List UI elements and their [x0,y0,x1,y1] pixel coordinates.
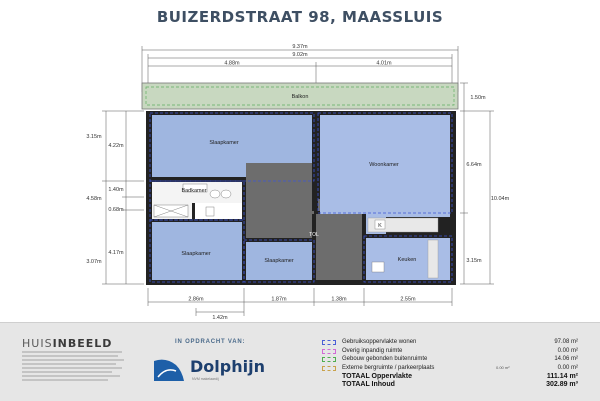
legend-row [318,365,582,374]
floor-plan-drawing [0,32,600,322]
legend-label: Overig inpandig ruimte [342,347,403,354]
room-storage [314,214,362,280]
dim-right-total: 10.04m [490,196,510,202]
dim-left-mid-b: 0.68m [108,207,124,213]
dim-top-total: 9.37m [292,44,308,50]
legend-swatch [322,357,336,362]
legend-value: 0.00 m² [557,364,578,371]
right-dimensions [460,83,494,284]
room-label-kitchen: Keuken [397,257,417,263]
dim-top-left: 4.88m [224,60,240,67]
logo-sub: NVM makelaardij [192,377,219,381]
legend-label: Gebruiksoppervlakte wonen [342,339,417,345]
dim-left-outer-top: 3.15m [86,134,102,140]
dim-left-mid-a: 1.40m [108,187,124,193]
dim-right-living: 6.64m [466,162,482,168]
dim-left-total: 4.58m [86,196,102,202]
room-label-bathroom: Badkamer [181,188,207,194]
room-label-bedroom-bottom: Slaapkamer [181,251,211,257]
total-row [318,373,582,381]
kitchen-counter-side [428,240,438,278]
logo-word: Dolphijn [190,357,265,376]
total-row [318,381,582,389]
room-hall [246,163,314,239]
floor-plan [0,32,600,322]
dim-bottom-a: 2.86m [188,296,204,303]
disclaimer-lines [22,350,132,386]
hall-tag: TOL [309,232,319,238]
room-bathroom-toilet [195,203,242,219]
dim-left-inner-top: 4.22m [108,143,124,149]
total-value: 302.89 m³ [546,381,578,388]
legend-label: Externe bergruimte / parkeerplaats [342,364,435,371]
legend-value: 0.00 m² [557,347,578,354]
room-label-bedroom-top: Slaapkamer [209,140,239,146]
dim-bottom-d: 2.55m [400,296,416,303]
legend-row [318,339,582,348]
dolphin-icon [152,355,186,385]
legend-swatch [322,349,336,354]
dim-left-inner-bottom: 4.17m [108,250,124,256]
room-label-balcony: Balkon [291,94,309,100]
room-label-bedroom-small: Slaapkamer [264,258,294,264]
area-legend [318,339,582,389]
dim-bottom-b: 1.87m [271,296,287,303]
total-label: TOTAAL Inhoud [342,381,395,388]
brand-light: HUIS [22,337,53,350]
page-title: BUIZERDSTRAAT 98, MAASSLUIS [156,8,444,26]
left-dimensions [102,111,144,284]
room-label-living: Woonkamer [369,162,399,168]
dim-bottom-c: 1.38m [331,296,347,303]
fridge-label: K [378,223,382,229]
legend-extra-value: 0.00 m² [496,365,510,370]
dim-bottom-sub: 1.42m [212,315,228,321]
dim-top-inner: 9.02m [292,52,308,58]
dim-top-right: 4.01m [376,60,392,67]
legend-row [318,356,582,365]
header [0,0,600,32]
footer [0,322,600,401]
commissioned-by-label: IN OPDRACHT VAN: [175,339,246,345]
brand-bold: INBEELD [52,337,113,350]
legend-swatch [322,366,336,371]
total-value: 111.14 m² [546,373,578,380]
total-label: TOTAAL Oppervlakte [342,373,413,380]
legend-value: 14.06 m² [554,356,578,362]
legend-row [318,348,582,357]
legend-swatch [322,340,336,345]
legend-label: Gebouw gebonden buitenruimte [342,356,428,362]
brand-disclaimer [22,350,132,387]
legend-value: 97.08 m² [554,339,578,345]
dolphijn-logo [152,353,292,389]
dim-right-kitchen: 3.15m [466,258,482,264]
dim-right-balcony: 1.50m [470,95,486,101]
dim-left-outer-bottom: 3.07m [86,259,102,265]
sink-icon [372,262,384,272]
brand-logo [22,337,112,350]
